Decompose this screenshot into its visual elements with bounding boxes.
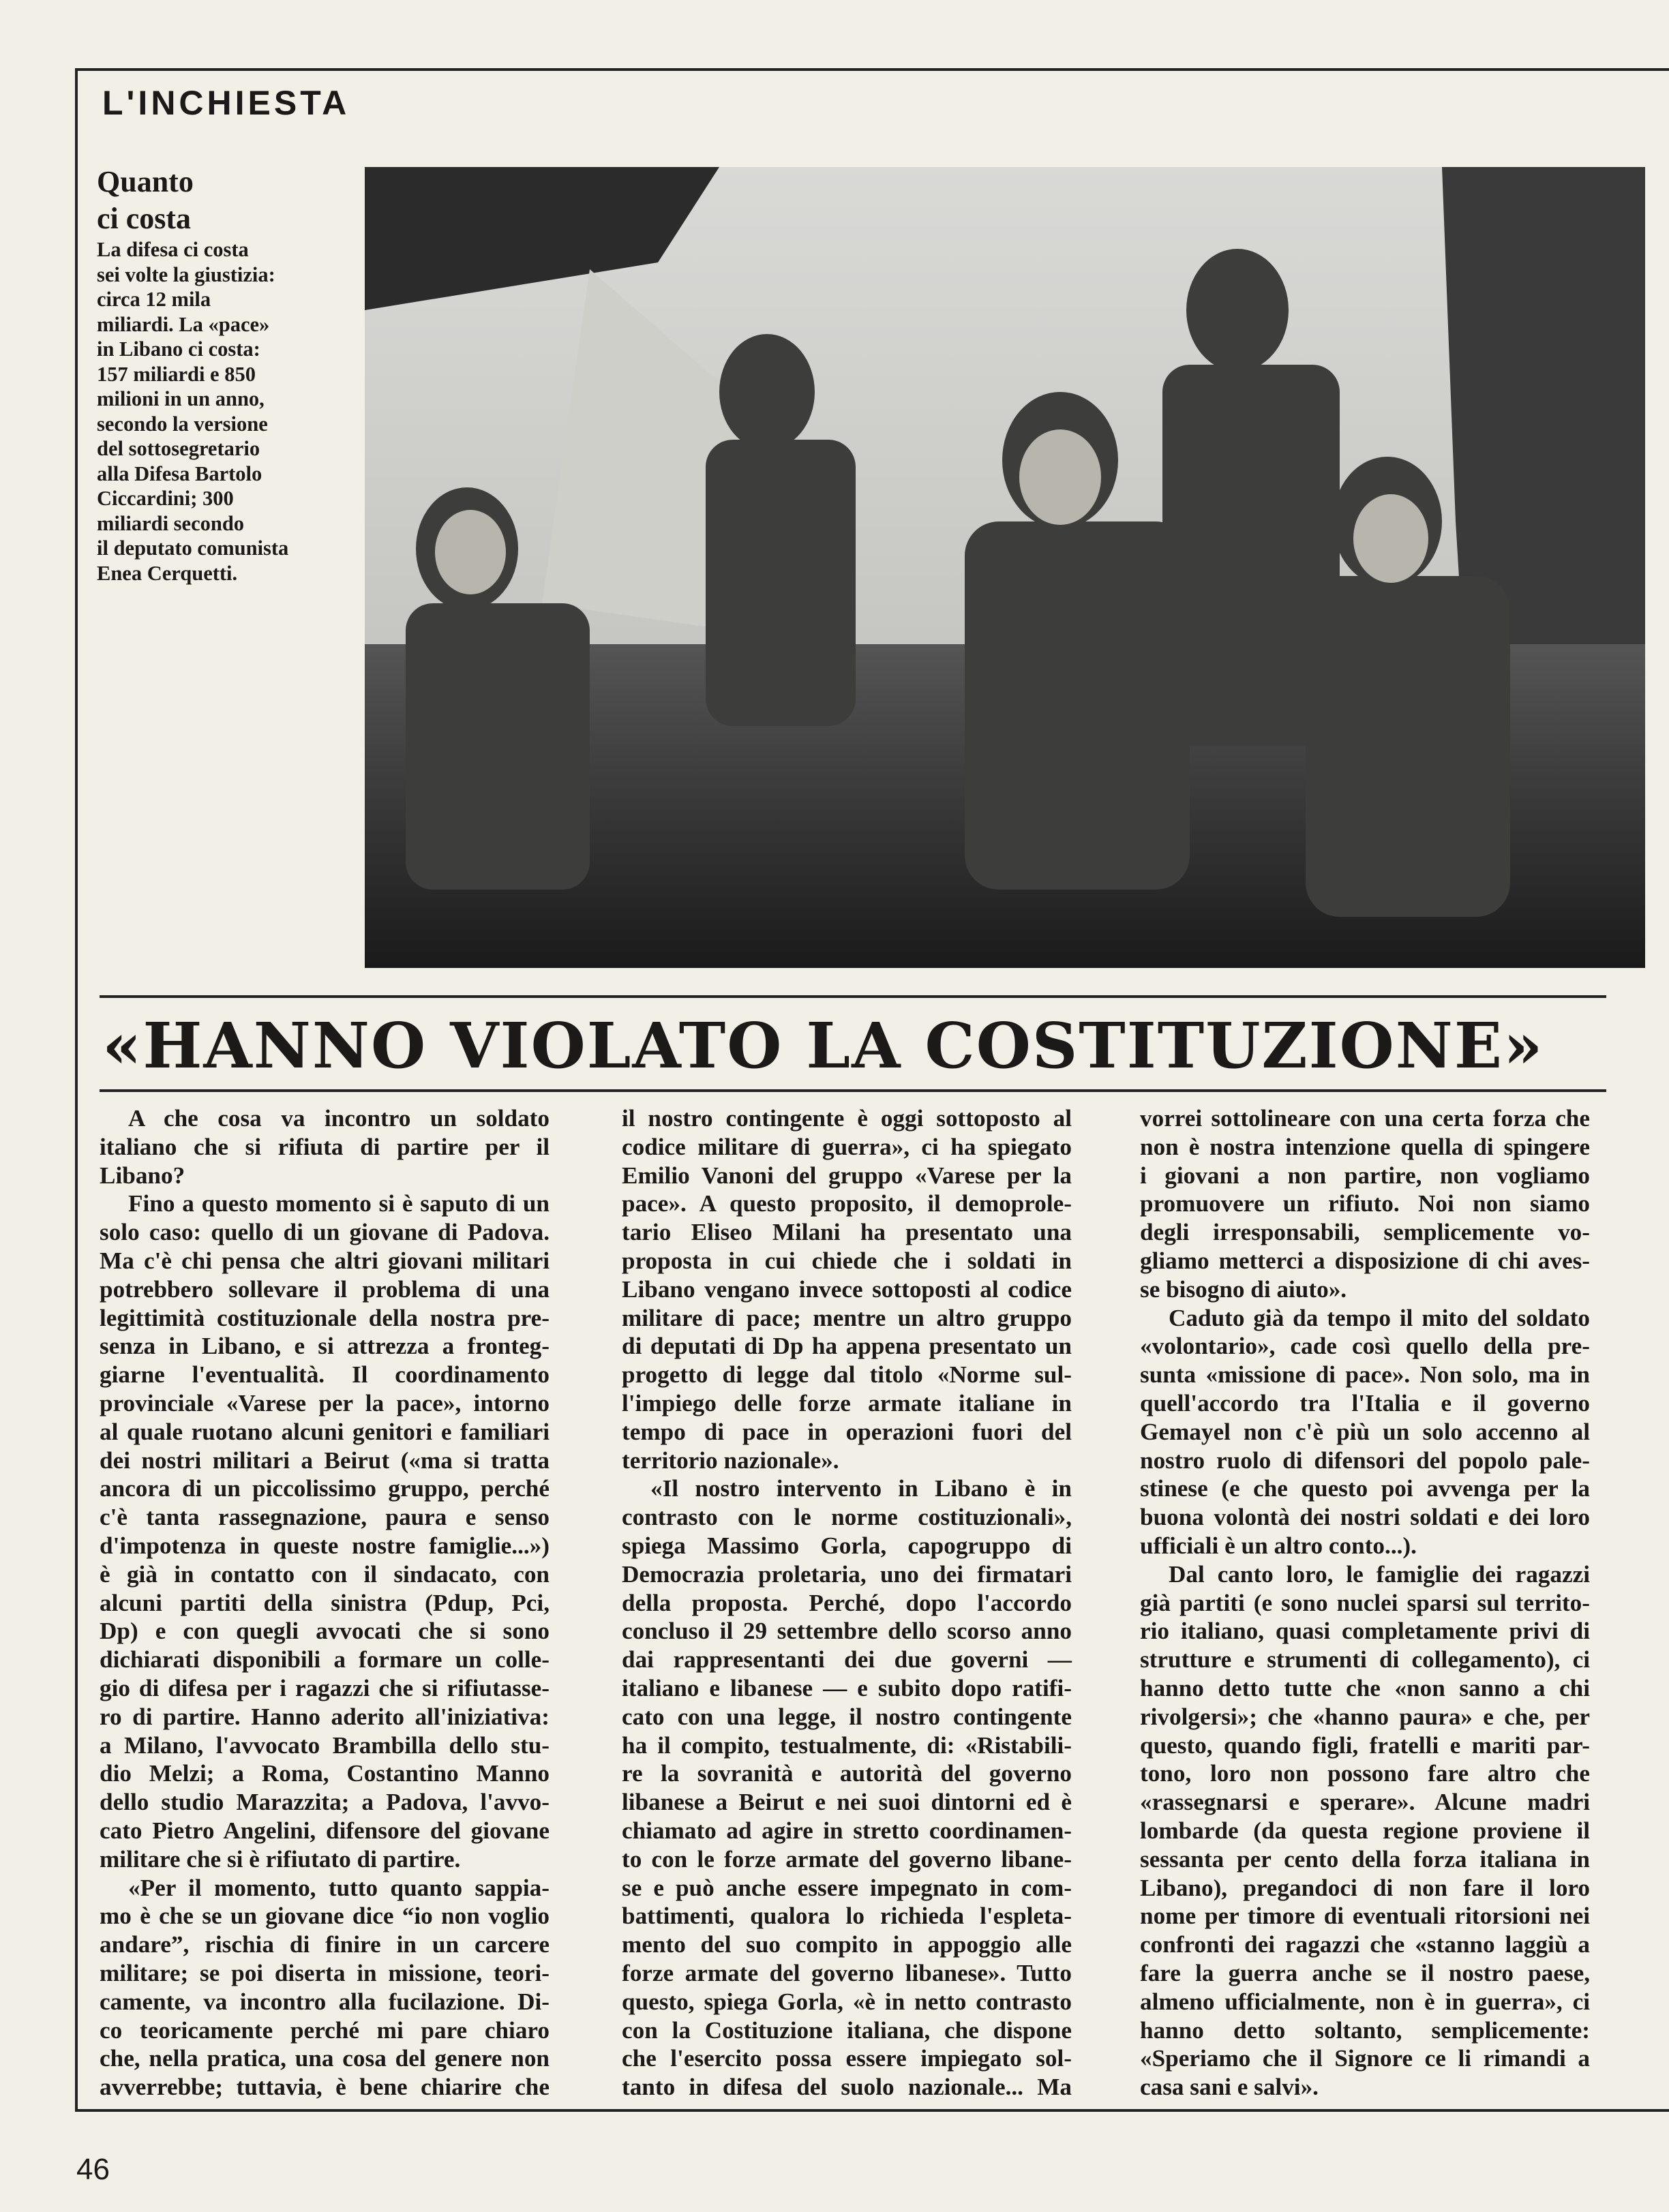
text-line: proposta in cui chiede che i soldati in [622, 1247, 1072, 1274]
text-line: promuovere un rifiuto. Noi non siamo [1140, 1190, 1590, 1217]
headline: «HANNO VIOLATO LA COSTITUZIONE» [102, 1009, 1544, 1082]
text-line: confronti dei ragazzi che «stanno laggiù a [1140, 1931, 1590, 1958]
text-line: giarne l'eventualità. Il coordinamento [100, 1361, 550, 1389]
text-line: almeno ufficialmente, non è in guerra», ci [1140, 1988, 1590, 2015]
text-line: tario Eliseo Milani ha presentato una [622, 1219, 1072, 1246]
text-line: Gemayel non c'è più un solo accenno al [1140, 1418, 1590, 1445]
sidebar-line: miliardi secondo [97, 511, 245, 535]
text-line: cato con una legge, il nostro contingente [622, 1703, 1072, 1730]
text-line: rio italiano, quasi completamente privi di [1140, 1618, 1590, 1645]
text-line: buona volontà dei nostri soldati e dei loro [1140, 1504, 1590, 1531]
text-line: gliamo metterci a disposizione di chi aves- [1140, 1247, 1590, 1274]
sidebar-line: miliardi. La «pace» [97, 312, 270, 336]
text-line: che, nella pratica, una cosa del genere non [100, 2045, 550, 2072]
text-line: i giovani a non partire, non vogliamo [1140, 1162, 1590, 1189]
sidebar-title [97, 164, 356, 237]
text-line: ufficiali è un altro conto...). [1140, 1532, 1417, 1559]
text-line: vorrei sottolineare con una certa forza che [1140, 1105, 1590, 1132]
text-line: Libano vengano invece sottoposti al codice [622, 1275, 1072, 1303]
text-line: hanno detto soltanto, semplicemente: [1140, 2016, 1590, 2044]
text-line: d'impotenza in queste nostre famiglie...») [100, 1532, 550, 1559]
text-line: «rassegnarsi e sperare». Alcune madri [1140, 1789, 1590, 1816]
text-line: spiega Massimo Gorla, capogruppo di [622, 1532, 1072, 1559]
article-column-2 [622, 1104, 1072, 2102]
text-line: sessanta per cento della forza italiana in [1140, 1845, 1590, 1873]
text-line: se e può anche essere impegnato in com- [622, 1874, 1072, 1901]
text-line: avverrebbe; tuttavia, è bene chiarire che [100, 2074, 550, 2101]
page-number: 46 [76, 2153, 110, 2186]
text-line: solo caso: quello di un giovane di Padova. [100, 1219, 550, 1246]
text-line: mo è che se un giovane dice “io non voglio [100, 1903, 550, 1930]
text-line: c'è tanta rassegnazione, paura e senso [100, 1504, 550, 1531]
text-line: contrasto con le norme costituzionali», [622, 1504, 1072, 1531]
text-line: chiamato ad agire in stretto coordinamen- [622, 1817, 1072, 1844]
text-line: con la Costituzione italiana, che dispone [622, 2016, 1072, 2044]
text-line: degli irresponsabili, semplicemente vo- [1140, 1219, 1590, 1246]
text-line: ro di partire. Hanno aderito all'iniziativa: [100, 1703, 550, 1730]
text-line: tempo di pace in operazioni fuori del [622, 1418, 1072, 1445]
text-line: gio di difesa per i ragazzi che si rifiutasse- [100, 1674, 550, 1701]
sidebar-title-line: ci costa [97, 202, 192, 235]
soldiers-photo-illustration [365, 167, 1645, 968]
text-line: hanno detto tutte che «non sanno a chi [1140, 1674, 1590, 1701]
text-line: fare la guerra anche se il nostro paese, [1140, 1959, 1590, 1986]
text-line: Fino a questo momento si è saputo di un [128, 1190, 550, 1217]
text-line: legittimità costituzionale della nostra pre- [100, 1304, 550, 1331]
text-line: codice militare di guerra», ci ha spiegato [622, 1133, 1072, 1160]
text-line: pace». A questo proposito, il demoprole- [622, 1190, 1072, 1217]
text-line: militare di pace; mentre un altro gruppo [622, 1304, 1072, 1331]
text-line: tanto in difesa del suolo nazionale... Ma [622, 2074, 1072, 2101]
text-line: dello studio Marazzita; a Padova, l'avvo- [100, 1789, 550, 1816]
text-line: già partiti (e sono nuclei sparsi sul territo- [1140, 1589, 1590, 1616]
text-line: «volontario», cade così quello della pre- [1140, 1333, 1590, 1360]
text-line: dai rappresentanti dei due governi — [622, 1646, 1072, 1673]
text-line: co teoricamente perché mi pare chiaro [100, 2016, 550, 2044]
article-column-3 [1140, 1104, 1590, 2102]
headline-top-rule [100, 995, 1606, 998]
text-line: non è nostra intenzione quella di spingere [1140, 1133, 1590, 1160]
text-line: tono, loro non possono fare altro che [1140, 1760, 1590, 1787]
text-line: questo, quando figli, fratelli e mariti par- [1140, 1731, 1590, 1759]
text-line: lombarde (da questa regione proviene il [1140, 1817, 1590, 1844]
text-line: progetto di legge dal titolo «Norme sul- [622, 1361, 1072, 1389]
text-line: provinciale «Varese per la pace», intorno [100, 1389, 550, 1416]
text-line: nome per timore di eventuali ritorsioni nei [1140, 1903, 1590, 1930]
text-line: to con le forze armate del governo libane- [622, 1845, 1072, 1873]
text-line: Democrazia proletaria, uno dei firmatari [622, 1560, 1072, 1588]
text-line: dei nostri militari a Beirut («ma si tratta [100, 1446, 550, 1474]
text-line: è già in contatto con il sindacato, con [100, 1560, 550, 1588]
text-line: strutture e strumenti di collegamento), ci [1140, 1646, 1590, 1673]
text-line: ancora di un piccolissimo gruppo, perché [100, 1475, 550, 1502]
text-line: questo, spiega Gorla, «è in netto contrasto [622, 1988, 1072, 2015]
sidebar-body [97, 237, 356, 586]
sidebar-line: Enea Cerquetti. [97, 561, 238, 585]
text-line: Libano? [100, 1162, 185, 1189]
text-line: Libano), pregandoci di non fare il loro [1140, 1874, 1590, 1901]
headline-bottom-rule [100, 1089, 1606, 1092]
sidebar-line: in Libano ci costa: [97, 337, 260, 361]
text-line: il nostro contingente è oggi sottoposto al [622, 1105, 1072, 1132]
sidebar-line: La difesa ci costa [97, 238, 249, 261]
text-line: Dp) e con quegli avvocati che si sono [100, 1618, 550, 1645]
text-line: potrebbero sollevare il problema di una [100, 1275, 550, 1303]
sidebar-line: 157 miliardi e 850 [97, 362, 256, 386]
text-line: Emilio Vanoni del gruppo «Varese per la [622, 1162, 1072, 1189]
text-line: Caduto già da tempo il mito del soldato [1169, 1304, 1590, 1331]
text-line: che l'esercito possa essere impiegato sol- [622, 2045, 1072, 2072]
text-line: Dal canto loro, le famiglie dei ragazzi [1169, 1560, 1590, 1588]
text-line: dichiarati disponibili a formare un colle- [100, 1646, 550, 1673]
text-line: al quale ruotano alcuni genitori e familiari [100, 1418, 550, 1445]
soldiers-photo [365, 167, 1645, 968]
text-line: senza in Libano, e si attrezza a fronteg- [100, 1333, 550, 1360]
text-line: sunta «missione di pace». Non solo, ma in [1140, 1361, 1590, 1389]
text-line: casa sani e salvi». [1140, 2074, 1319, 2101]
section-label: L'INCHIESTA [102, 84, 350, 122]
text-line: «Per il momento, tutto quanto sappia- [128, 1874, 550, 1901]
text-line: nostro ruolo di difensori del popolo pale- [1140, 1446, 1590, 1474]
text-line: l'impiego delle forze armate italiane in [622, 1389, 1072, 1416]
sidebar-line: milioni in un anno, [97, 387, 265, 410]
text-line: se bisogno di aiuto». [1140, 1275, 1347, 1303]
text-line: a Milano, l'avvocato Brambilla dello stu- [100, 1731, 550, 1759]
text-line: re la sovranità e autorità del governo [622, 1760, 1072, 1787]
sidebar-title-line: Quanto [97, 165, 194, 198]
sidebar-line: alla Difesa Bartolo [97, 461, 262, 485]
sidebar-line: circa 12 mila [97, 288, 211, 311]
text-line: della proposta. Perché, dopo l'accordo [622, 1589, 1072, 1616]
article-column-1 [100, 1104, 550, 2102]
text-line: forze armate del governo libanese». Tutto [622, 1959, 1072, 1986]
text-line: cato Pietro Angelini, difensore del giovane [100, 1817, 550, 1844]
sidebar-line: sei volte la giustizia: [97, 262, 275, 286]
text-line: ha il compito, testualmente, di: «Ristabili- [622, 1731, 1072, 1759]
text-line: dio Melzi; a Roma, Costantino Manno [100, 1760, 550, 1787]
text-line: mento del suo compito in appoggio alle [622, 1931, 1072, 1958]
text-line: italiano e libanese — e subito dopo ratifi- [622, 1674, 1072, 1701]
sidebar-line: del sottosegretario [97, 437, 260, 460]
text-line: libanese a Beirut e nei suoi dintorni ed è [622, 1789, 1072, 1816]
text-line: territorio nazionale». [622, 1446, 839, 1474]
text-line: A che cosa va incontro un soldato [128, 1105, 550, 1132]
text-line: Ma c'è chi pensa che altri giovani militari [100, 1247, 550, 1274]
text-line: concluso il 29 settembre dello scorso anno [622, 1618, 1072, 1645]
text-line: militare che si è rifiutato di partire. [100, 1845, 461, 1873]
sidebar-line: secondo la versione [97, 412, 268, 436]
sidebar-line: Ciccardini; 300 [97, 487, 234, 510]
text-line: italiano che si rifiuta di partire per il [100, 1133, 550, 1160]
text-line: «Il nostro intervento in Libano è in [650, 1475, 1072, 1502]
text-line: battimenti, qualora lo richieda l'espleta- [622, 1903, 1072, 1930]
text-line: quell'accordo tra l'Italia e il governo [1140, 1389, 1590, 1416]
text-line: militare; se poi diserta in missione, teori- [100, 1959, 550, 1986]
text-line: stinese (e che questo poi avvenga per la [1140, 1475, 1590, 1502]
text-line: alcuni partiti della sinistra (Pdup, Pci, [100, 1589, 550, 1616]
text-line: di deputati di Dp ha appena presentato un [622, 1333, 1072, 1360]
text-line: «Speriamo che il Signore ce li rimandi a [1140, 2045, 1590, 2072]
text-line: rivolgersi»; che «hanno paura» e che, per [1140, 1703, 1590, 1730]
text-line: andare”, rischia di finire in un carcere [100, 1931, 550, 1958]
text-line: camente, va incontro alla fucilazione. Di- [100, 1988, 550, 2015]
sidebar-line: il deputato comunista [97, 536, 289, 560]
